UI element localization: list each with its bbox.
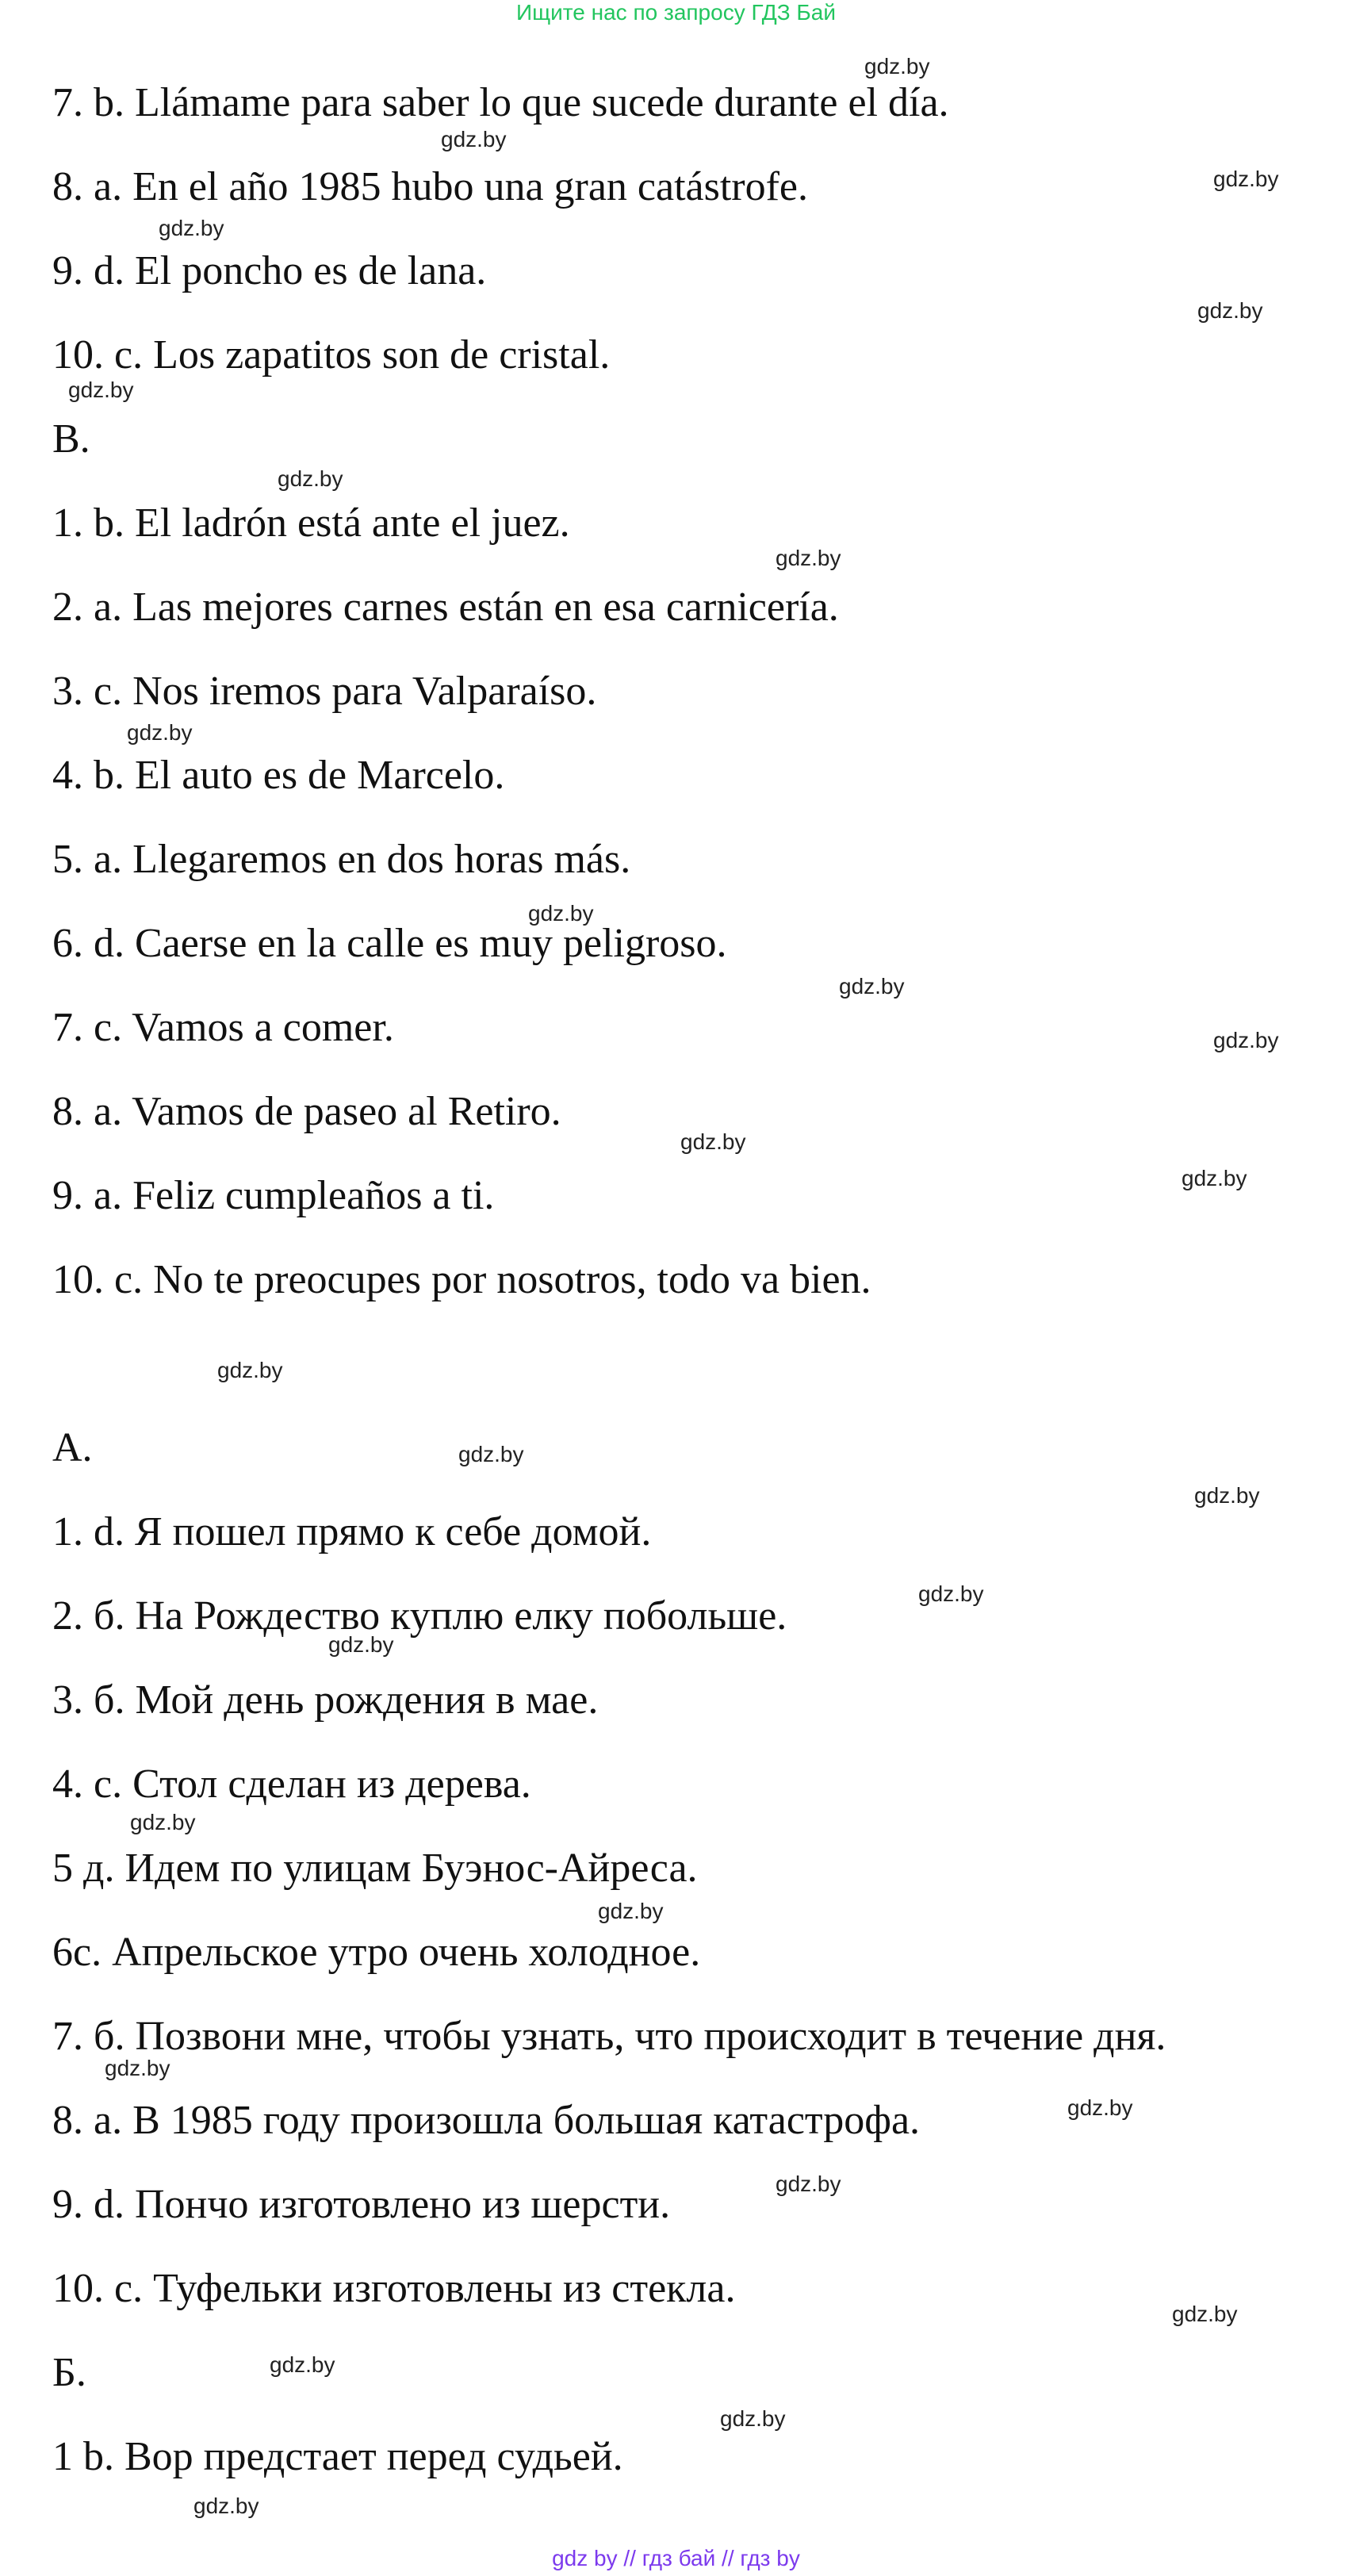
answer-line: 6. d. Caerse en la calle es muy peligroso. bbox=[52, 921, 727, 966]
answer-line: 1. d. Я пошел прямо к себе домой. bbox=[52, 1509, 652, 1554]
watermark: gdz.by bbox=[1182, 1166, 1247, 1190]
answer-line: 1. b. El ladrón está ante el juez. bbox=[52, 500, 570, 546]
answer-line: 8. a. En el año 1985 hubo una gran catástrofe. bbox=[52, 164, 809, 209]
answer-line: 5. a. Llegaremos en dos horas más. bbox=[52, 837, 631, 882]
watermark: gdz.by bbox=[528, 901, 594, 926]
watermark: gdz.by bbox=[1197, 298, 1263, 323]
bottom-link-gdz-bai[interactable]: гдз бай bbox=[642, 2546, 716, 2570]
watermark: gdz.by bbox=[776, 2172, 841, 2196]
watermark: gdz.by bbox=[193, 2494, 259, 2518]
watermark: gdz.by bbox=[328, 1632, 394, 1657]
answer-line: 7. б. Позвони мне, чтобы узнать, что происходит в течение дня. bbox=[52, 2014, 1166, 2059]
bottom-link-gdz-by-cyr[interactable]: гдз by bbox=[740, 2546, 800, 2570]
watermark: gdz.by bbox=[217, 1358, 283, 1382]
bottom-banner[interactable] bbox=[0, 2546, 1352, 2571]
watermark: gdz.by bbox=[127, 720, 193, 745]
watermark: gdz.by bbox=[68, 378, 134, 402]
answer-line: 10. c. No te preocupes por nosotros, todo va bien. bbox=[52, 1257, 871, 1302]
answer-line: 9. d. El poncho es de lana. bbox=[52, 248, 487, 293]
top-banner[interactable]: Ищите нас по запросу ГДЗ Бай bbox=[515, 0, 837, 25]
section-heading: Б. bbox=[52, 2350, 86, 2395]
section-heading: B. bbox=[52, 416, 90, 462]
answer-line: 8. a. Vamos de paseo al Retiro. bbox=[52, 1089, 561, 1134]
watermark: gdz.by bbox=[105, 2056, 170, 2080]
answer-line: 10. с. Туфельки изготовлены из стекла. bbox=[52, 2266, 736, 2311]
answer-line: 1 b. Вор предстает перед судьей. bbox=[52, 2434, 623, 2479]
answer-line: 9. a. Feliz cumpleaños a ti. bbox=[52, 1173, 495, 1218]
answer-line: 7. b. Llámame para saber lo que sucede durante el día. bbox=[52, 80, 949, 125]
watermark: gdz.by bbox=[1213, 1028, 1279, 1052]
bottom-separator: // bbox=[722, 2546, 734, 2570]
answer-line: 6с. Апрельское утро очень холодное. bbox=[52, 1930, 701, 1975]
watermark: gdz.by bbox=[1172, 2302, 1238, 2326]
watermark: gdz.by bbox=[720, 2406, 786, 2431]
watermark: gdz.by bbox=[864, 54, 930, 79]
answer-line: 3. б. Мой день рождения в мае. bbox=[52, 1677, 599, 1723]
watermark: gdz.by bbox=[270, 2352, 335, 2377]
answer-line: 3. c. Nos iremos para Valparaíso. bbox=[52, 669, 597, 714]
watermark: gdz.by bbox=[918, 1581, 984, 1606]
watermark: gdz.by bbox=[839, 974, 905, 999]
answer-line: 9. d. Пончо изготовлено из шерсти. bbox=[52, 2182, 671, 2227]
bottom-link-gdz-by[interactable]: gdz by bbox=[552, 2546, 618, 2570]
watermark: gdz.by bbox=[1194, 1483, 1260, 1508]
watermark: gdz.by bbox=[680, 1129, 746, 1154]
bottom-separator: // bbox=[623, 2546, 636, 2570]
answer-line: 2. б. На Рождество куплю елку побольше. bbox=[52, 1593, 787, 1639]
answer-line: 8. а. В 1985 году произошла большая катастрофа. bbox=[52, 2098, 921, 2143]
answer-line: 2. a. Las mejores carnes están en esa carnicería. bbox=[52, 585, 839, 630]
watermark: gdz.by bbox=[598, 1899, 664, 1923]
watermark: gdz.by bbox=[278, 466, 343, 491]
watermark: gdz.by bbox=[441, 127, 507, 151]
answer-line: 7. c. Vamos a comer. bbox=[52, 1005, 394, 1050]
answer-line: 4. b. El auto es de Marcelo. bbox=[52, 753, 505, 798]
watermark: gdz.by bbox=[1067, 2095, 1133, 2120]
answer-line: 4. с. Стол сделан из дерева. bbox=[52, 1761, 531, 1807]
watermark: gdz.by bbox=[776, 546, 841, 570]
watermark: gdz.by bbox=[130, 1810, 196, 1834]
answer-line: 10. c. Los zapatitos son de cristal. bbox=[52, 332, 611, 378]
watermark: gdz.by bbox=[458, 1442, 524, 1466]
watermark: gdz.by bbox=[1213, 167, 1279, 191]
section-heading: A. bbox=[52, 1425, 93, 1470]
answer-line: 5 д. Идем по улицам Буэнос-Айреса. bbox=[52, 1846, 698, 1891]
watermark: gdz.by bbox=[159, 216, 224, 240]
